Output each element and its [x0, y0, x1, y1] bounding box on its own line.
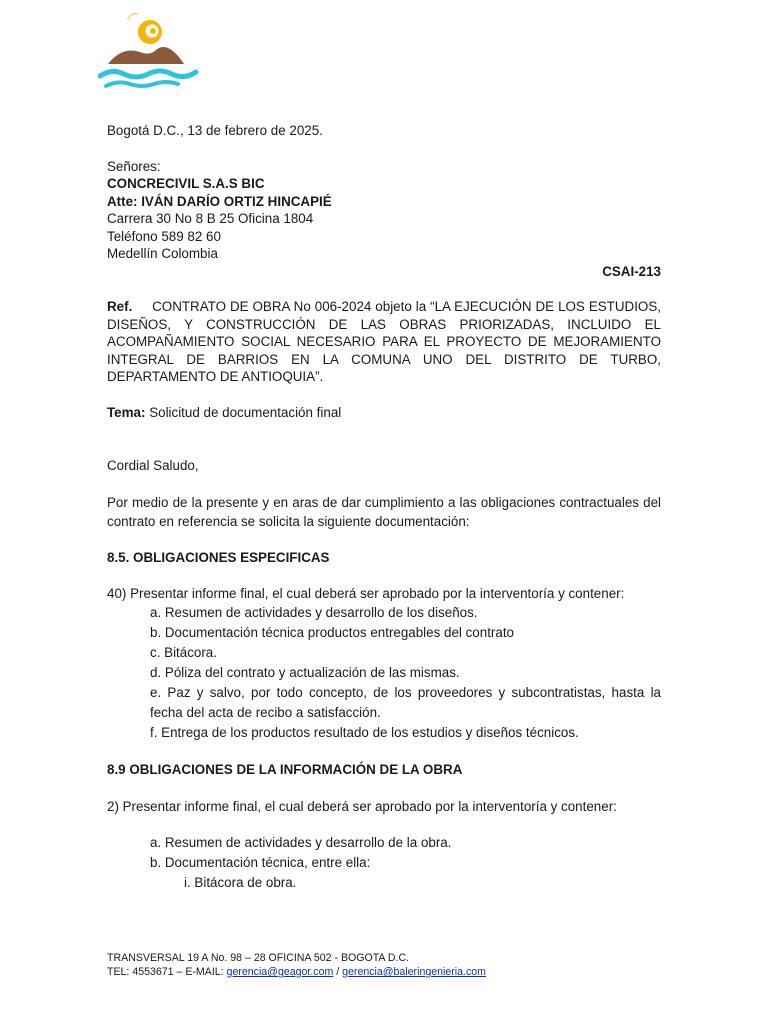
salutation-to: Señores: — [107, 158, 161, 174]
section2-paragraph: 2) Presentar informe final, el cual deberá ser aprobado por la interventoría y contener: — [107, 798, 617, 814]
footer-address: TRANSVERSAL 19 A No. 98 – 28 OFICINA 502 - BOGOTA D.C. — [107, 952, 410, 964]
list-item: e. Paz y salvo, por todo concepto, de los proveedores y subcontratistas, hasta la fecha del acta de recibo a satisfacción. — [150, 685, 661, 720]
ref-label: Ref. — [107, 299, 133, 314]
list-item: b. Documentación técnica productos entregables del contrato — [150, 625, 514, 640]
list-item: c. Bitácora. — [150, 645, 217, 660]
company-logo — [98, 12, 200, 92]
recipient-company: CONCRECIVIL S.A.S BIC — [107, 176, 265, 191]
email-link-2[interactable]: gerencia@baleringenieria.com — [342, 966, 486, 978]
reference-code: CSAI-213 — [602, 263, 661, 279]
recipient-phone: Teléfono 589 82 60 — [107, 228, 221, 244]
section1-heading: 8.5. OBLIGACIONES ESPECIFICAS — [107, 549, 330, 565]
email-link-1[interactable]: gerencia@geagor.com — [226, 966, 334, 978]
page-footer — [107, 951, 667, 979]
footer-tel: TEL: 4553671 – E-MAIL: — [107, 966, 227, 978]
tema-label: Tema: — [107, 404, 146, 420]
recipient-city: Medellín Colombia — [107, 246, 218, 261]
wave-icon — [100, 71, 196, 77]
list-item: b. Documentación técnica, entre ella: — [150, 854, 371, 870]
recipient-attn: Atte: IVÁN DARÍO ORTIZ HINCAPIÉ — [107, 193, 332, 209]
sub-list-item: i. Bitácora de obra. — [184, 874, 297, 890]
list-item: d. Póliza del contrato y actualización de las mismas. — [150, 665, 460, 680]
recipient-address: Carrera 30 No 8 B 25 Oficina 1804 — [107, 211, 314, 226]
letter-body — [107, 122, 661, 893]
subject-line — [107, 404, 661, 422]
reference-paragraph — [107, 298, 661, 386]
list-item: a. Resumen de actividades y desarrollo de los diseños. — [150, 605, 478, 620]
date-line: Bogotá D.C., 13 de febrero de 2025. — [107, 123, 323, 138]
greeting: Cordial Saludo, — [107, 458, 199, 473]
list-item: f. Entrega de los productos resultado de los estudios y diseños técnicos. — [150, 725, 579, 740]
mountain-icon — [108, 47, 184, 64]
footer-separator: / — [333, 966, 343, 978]
list-item: a. Resumen de actividades y desarrollo de la obra. — [150, 834, 452, 850]
section2-heading: 8.9 OBLIGACIONES DE LA INFORMACIÓN DE LA OBRA — [107, 762, 463, 777]
tema-text: Solicitud de documentación final — [149, 404, 342, 420]
intro-paragraph: Por medio de la presente y en aras de dar cumplimiento a las obligaciones contractuales del contrato en referencia se solicita la siguiente documentación: — [107, 494, 661, 529]
footer-contact — [107, 965, 667, 979]
ref-text: CONTRATO DE OBRA No 006-2024 objeto la “LA EJECUCIÓN DE LOS ESTUDIOS, DISEÑOS, Y CONSTRUCCIÓN DE LAS OBRAS PRIORIZADAS, INCLUIDO EL ACOMPAÑAMIENTO SOCIAL NECESARIO PARA EL PROYECTO DE MEJORAMIENTO INTEGRAL DE BARRIOS EN LA COMUNA UNO DEL DISTRITO DE TURBO, DEPARTAMENTO DE ANTIOQUIA”. — [107, 299, 661, 384]
section1-paragraph: 40) Presentar informe final, el cual deberá ser aprobado por la interventoría y contener: — [107, 586, 625, 601]
